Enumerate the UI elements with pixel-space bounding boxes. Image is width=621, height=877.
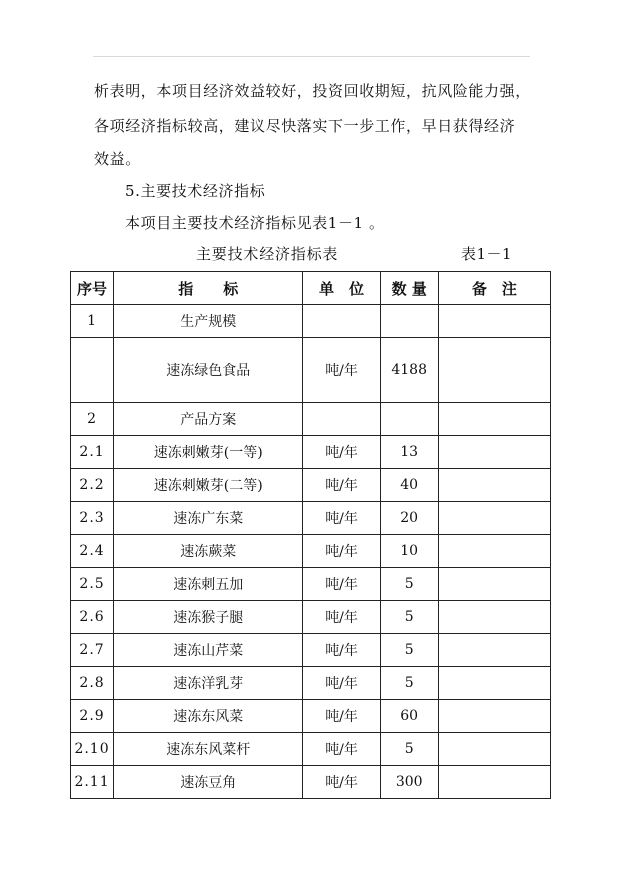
cell-seq: 2.4 <box>71 535 114 568</box>
header-seq: 序号 <box>71 272 114 305</box>
cell-quantity <box>380 403 438 436</box>
cell-quantity: 20 <box>380 502 438 535</box>
cell-unit: 吨/年 <box>303 634 380 667</box>
cell-indicator: 速冻山芹菜 <box>114 634 303 667</box>
cell-remarks <box>438 733 550 766</box>
cell-quantity: 60 <box>380 700 438 733</box>
cell-seq: 2.6 <box>71 601 114 634</box>
cell-quantity: 5 <box>380 667 438 700</box>
cell-remarks <box>438 634 550 667</box>
cell-remarks <box>438 700 550 733</box>
cell-remarks <box>438 436 550 469</box>
cell-quantity: 40 <box>380 469 438 502</box>
cell-remarks <box>438 469 550 502</box>
cell-remarks <box>438 766 550 799</box>
cell-indicator: 速冻刺嫩芽(二等) <box>114 469 303 502</box>
cell-indicator: 速冻绿色食品 <box>114 338 303 403</box>
paragraph-line-1: 析表明，本项目经济效益较好，投资回收期短，抗风险能力强， <box>94 82 531 100</box>
cell-indicator: 产品方案 <box>114 403 303 436</box>
cell-quantity: 10 <box>380 535 438 568</box>
cell-quantity: 5 <box>380 568 438 601</box>
cell-seq: 2.2 <box>71 469 114 502</box>
cell-indicator: 速冻东风菜杆 <box>114 733 303 766</box>
cell-quantity: 5 <box>380 733 438 766</box>
cell-indicator: 速冻蕨菜 <box>114 535 303 568</box>
table-row <box>71 436 551 469</box>
cell-indicator: 速冻洋乳芽 <box>114 667 303 700</box>
header-remarks: 备 注 <box>438 272 550 305</box>
intro-sentence: 本项目主要技术经济指标见表1－1 。 <box>125 214 385 232</box>
cell-unit: 吨/年 <box>303 535 380 568</box>
cell-unit: 吨/年 <box>303 667 380 700</box>
cell-indicator: 速冻猴子腿 <box>114 601 303 634</box>
cell-unit <box>303 305 380 338</box>
cell-unit: 吨/年 <box>303 436 380 469</box>
cell-unit: 吨/年 <box>303 568 380 601</box>
cell-seq: 2.1 <box>71 436 114 469</box>
cell-seq: 2.11 <box>71 766 114 799</box>
header-rule <box>93 56 530 57</box>
cell-unit: 吨/年 <box>303 502 380 535</box>
cell-unit: 吨/年 <box>303 338 380 403</box>
table-row <box>71 535 551 568</box>
table-row <box>71 305 551 338</box>
cell-remarks <box>438 535 550 568</box>
table-row <box>71 601 551 634</box>
cell-seq: 2.10 <box>71 733 114 766</box>
table-row <box>71 568 551 601</box>
cell-seq <box>71 338 114 403</box>
cell-seq: 2.5 <box>71 568 114 601</box>
cell-seq: 2.7 <box>71 634 114 667</box>
cell-seq: 1 <box>71 305 114 338</box>
cell-quantity: 300 <box>380 766 438 799</box>
table-row <box>71 766 551 799</box>
cell-unit: 吨/年 <box>303 766 380 799</box>
section-heading: 5.主要技术经济指标 <box>125 182 266 200</box>
cell-seq: 2.8 <box>71 667 114 700</box>
cell-unit <box>303 403 380 436</box>
cell-quantity <box>380 305 438 338</box>
indicator-table <box>70 271 551 799</box>
cell-remarks <box>438 305 550 338</box>
header-unit: 单 位 <box>303 272 380 305</box>
table-row <box>71 733 551 766</box>
cell-seq: 2.9 <box>71 700 114 733</box>
cell-indicator: 速冻东风菜 <box>114 700 303 733</box>
table-row <box>71 502 551 535</box>
table-row <box>71 667 551 700</box>
cell-remarks <box>438 338 550 403</box>
cell-unit: 吨/年 <box>303 469 380 502</box>
header-quantity: 数 量 <box>380 272 438 305</box>
cell-seq: 2.3 <box>71 502 114 535</box>
cell-quantity: 5 <box>380 634 438 667</box>
header-indicator: 指 标 <box>114 272 303 305</box>
paragraph-line-2: 各项经济指标较高，建议尽快落实下一步工作，早日获得经济 <box>94 117 516 135</box>
cell-remarks <box>438 667 550 700</box>
table-row <box>71 700 551 733</box>
cell-unit: 吨/年 <box>303 733 380 766</box>
table-header-row <box>71 272 551 305</box>
paragraph-line-3: 效益。 <box>94 150 141 168</box>
cell-indicator: 速冻刺五加 <box>114 568 303 601</box>
table-row <box>71 403 551 436</box>
table-row <box>71 338 551 403</box>
table-number: 表1－1 <box>461 245 513 263</box>
cell-unit: 吨/年 <box>303 700 380 733</box>
table-title: 主要技术经济指标表 <box>196 245 339 263</box>
cell-quantity: 4188 <box>380 338 438 403</box>
table-row <box>71 469 551 502</box>
cell-remarks <box>438 403 550 436</box>
cell-indicator: 生产规模 <box>114 305 303 338</box>
table-row <box>71 634 551 667</box>
cell-remarks <box>438 601 550 634</box>
cell-indicator: 速冻广东菜 <box>114 502 303 535</box>
cell-quantity: 13 <box>380 436 438 469</box>
cell-remarks <box>438 502 550 535</box>
cell-indicator: 速冻刺嫩芽(一等) <box>114 436 303 469</box>
cell-quantity: 5 <box>380 601 438 634</box>
cell-seq: 2 <box>71 403 114 436</box>
cell-indicator: 速冻豆角 <box>114 766 303 799</box>
cell-unit: 吨/年 <box>303 601 380 634</box>
cell-remarks <box>438 568 550 601</box>
